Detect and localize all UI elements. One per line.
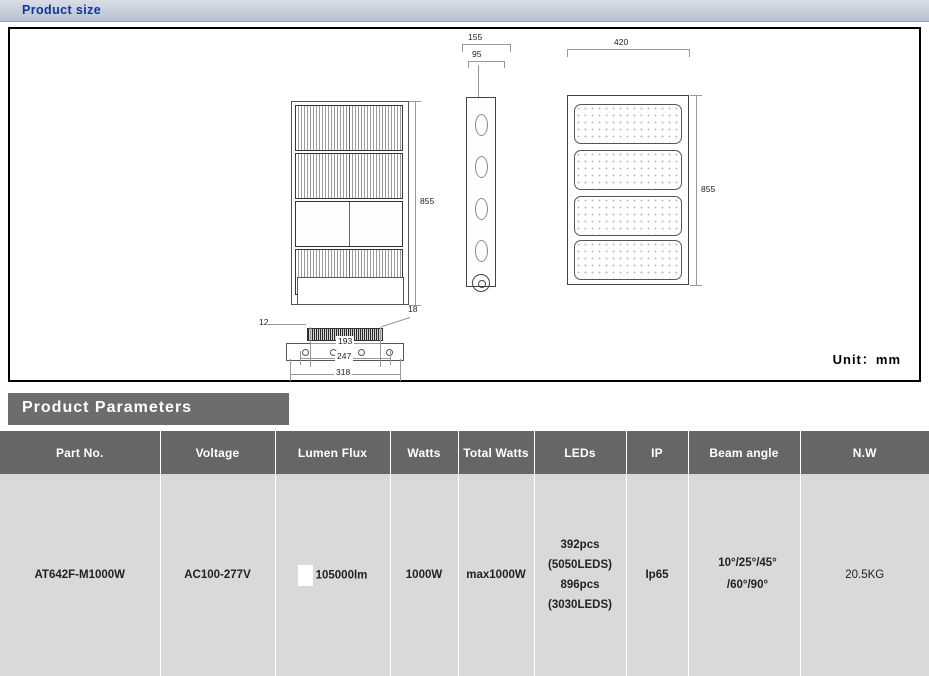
column-header-ip: IP [626, 431, 688, 474]
side-depth-extension [478, 65, 479, 97]
side-depth-outer-text: 155 [468, 32, 483, 42]
lens-height-tick-top [690, 95, 702, 96]
lens-width-dim-line [567, 49, 689, 50]
front-height-dim-line [415, 101, 416, 305]
side-view-detail-4 [475, 240, 488, 262]
product-size-header [0, 0, 929, 22]
side-depth-inner-tick-l [468, 61, 469, 68]
front-view-module-stack [295, 105, 403, 301]
beam-angle-line-1: 10°/25°/45° [718, 557, 777, 570]
side-depth-inner-tick-r [504, 61, 505, 68]
side-view-mount-knob [472, 274, 490, 292]
column-header-lumen-flux: Lumen Flux [275, 431, 390, 474]
front-height-tick-top [409, 101, 421, 102]
bracket-bolt-3 [358, 349, 365, 356]
cell-ip: Ip65 [626, 474, 688, 676]
cell-total-watts: max1000W [458, 474, 534, 676]
bracket-dim3-tick-r [400, 359, 401, 381]
side-view-body [466, 97, 496, 287]
bracket-thickness-text: 12 [259, 317, 269, 327]
column-header-total-watts: Total Watts [458, 431, 534, 474]
bracket-dim3-tick-l [290, 359, 291, 381]
product-parameters-title: Product Parameters [22, 399, 193, 416]
led-module-2 [295, 153, 403, 199]
front-height-dim-text: 855 [420, 196, 435, 206]
side-view-detail-3 [475, 198, 488, 220]
lens-panel-2 [574, 150, 682, 190]
lens-panel-3 [574, 196, 682, 236]
column-header-nw: N.W [800, 431, 929, 474]
cell-leds [534, 474, 626, 676]
bracket-dim1-ext-r [380, 327, 381, 367]
cell-watts: 1000W [390, 474, 458, 676]
led-module-3 [295, 201, 403, 247]
side-depth-outer-tick-l [462, 44, 463, 52]
table-header-row [0, 431, 929, 474]
column-header-voltage: Voltage [160, 431, 275, 474]
bracket-dim3-text: 318 [336, 367, 351, 377]
column-header-beam-angle: Beam angle [688, 431, 800, 474]
lens-panel-1 [574, 104, 682, 144]
module-divider [349, 154, 350, 198]
cell-nw: 20.5KG [800, 474, 929, 676]
cell-voltage: AC100-277V [160, 474, 275, 676]
lens-width-tick-r [689, 49, 690, 57]
bracket-offset-leader [381, 317, 410, 327]
side-view-detail-1 [475, 114, 488, 136]
column-header-leds: LEDs [534, 431, 626, 474]
led-module-1 [295, 105, 403, 151]
side-view-detail-2 [475, 156, 488, 178]
lens-width-dim-text: 420 [614, 37, 629, 47]
side-depth-outer-tick-r [510, 44, 511, 52]
lens-height-tick-bottom [690, 285, 702, 286]
bracket-offset-text: 18 [408, 304, 418, 314]
column-header-watts: Watts [390, 431, 458, 474]
cell-part-no: AT642F-M1000W [0, 474, 160, 676]
module-divider [349, 106, 350, 150]
product-parameters-banner [8, 393, 289, 425]
beam-angle-line-2: /60°/90° [726, 579, 769, 591]
side-depth-outer-line [462, 44, 510, 45]
table-row [0, 474, 929, 676]
bracket-bolt-1 [302, 349, 309, 356]
leds-line-2: (5050LEDS) [548, 558, 612, 571]
front-view-base-plate [297, 277, 404, 305]
lens-view-body [567, 95, 689, 285]
bracket-dim1-ext-l [310, 327, 311, 367]
cell-lumen-flux-value: 105000lm [315, 569, 368, 582]
bracket-dim1-text: 193 [338, 336, 353, 346]
leds-line-1: 392pcs [560, 538, 600, 551]
bracket-dim2-text: 247 [337, 351, 352, 361]
product-drawing-panel [8, 27, 921, 382]
bracket-dim2-tick-l [300, 351, 301, 365]
bracket-thickness-line [266, 324, 306, 325]
bracket-dim2-tick-r [390, 351, 391, 365]
product-parameters-table [0, 431, 929, 676]
lens-height-dim-text: 855 [701, 184, 716, 194]
unit-label: Unit：mm [832, 352, 901, 367]
lumen-color-swatch [298, 565, 313, 586]
leds-line-4: (3030LEDS) [548, 599, 612, 612]
side-depth-inner-text: 95 [472, 49, 482, 59]
product-size-title: Product size [22, 3, 102, 17]
cell-lumen-flux [275, 474, 390, 676]
cell-beam-angle [688, 474, 800, 676]
module-divider [349, 202, 350, 246]
lens-height-dim-line [696, 95, 697, 285]
column-header-part-no: Part No. [0, 431, 160, 474]
lens-panel-4 [574, 240, 682, 280]
side-depth-inner-line [468, 61, 504, 62]
leds-line-3: 896pcs [560, 579, 600, 591]
lens-width-tick-l [567, 49, 568, 57]
